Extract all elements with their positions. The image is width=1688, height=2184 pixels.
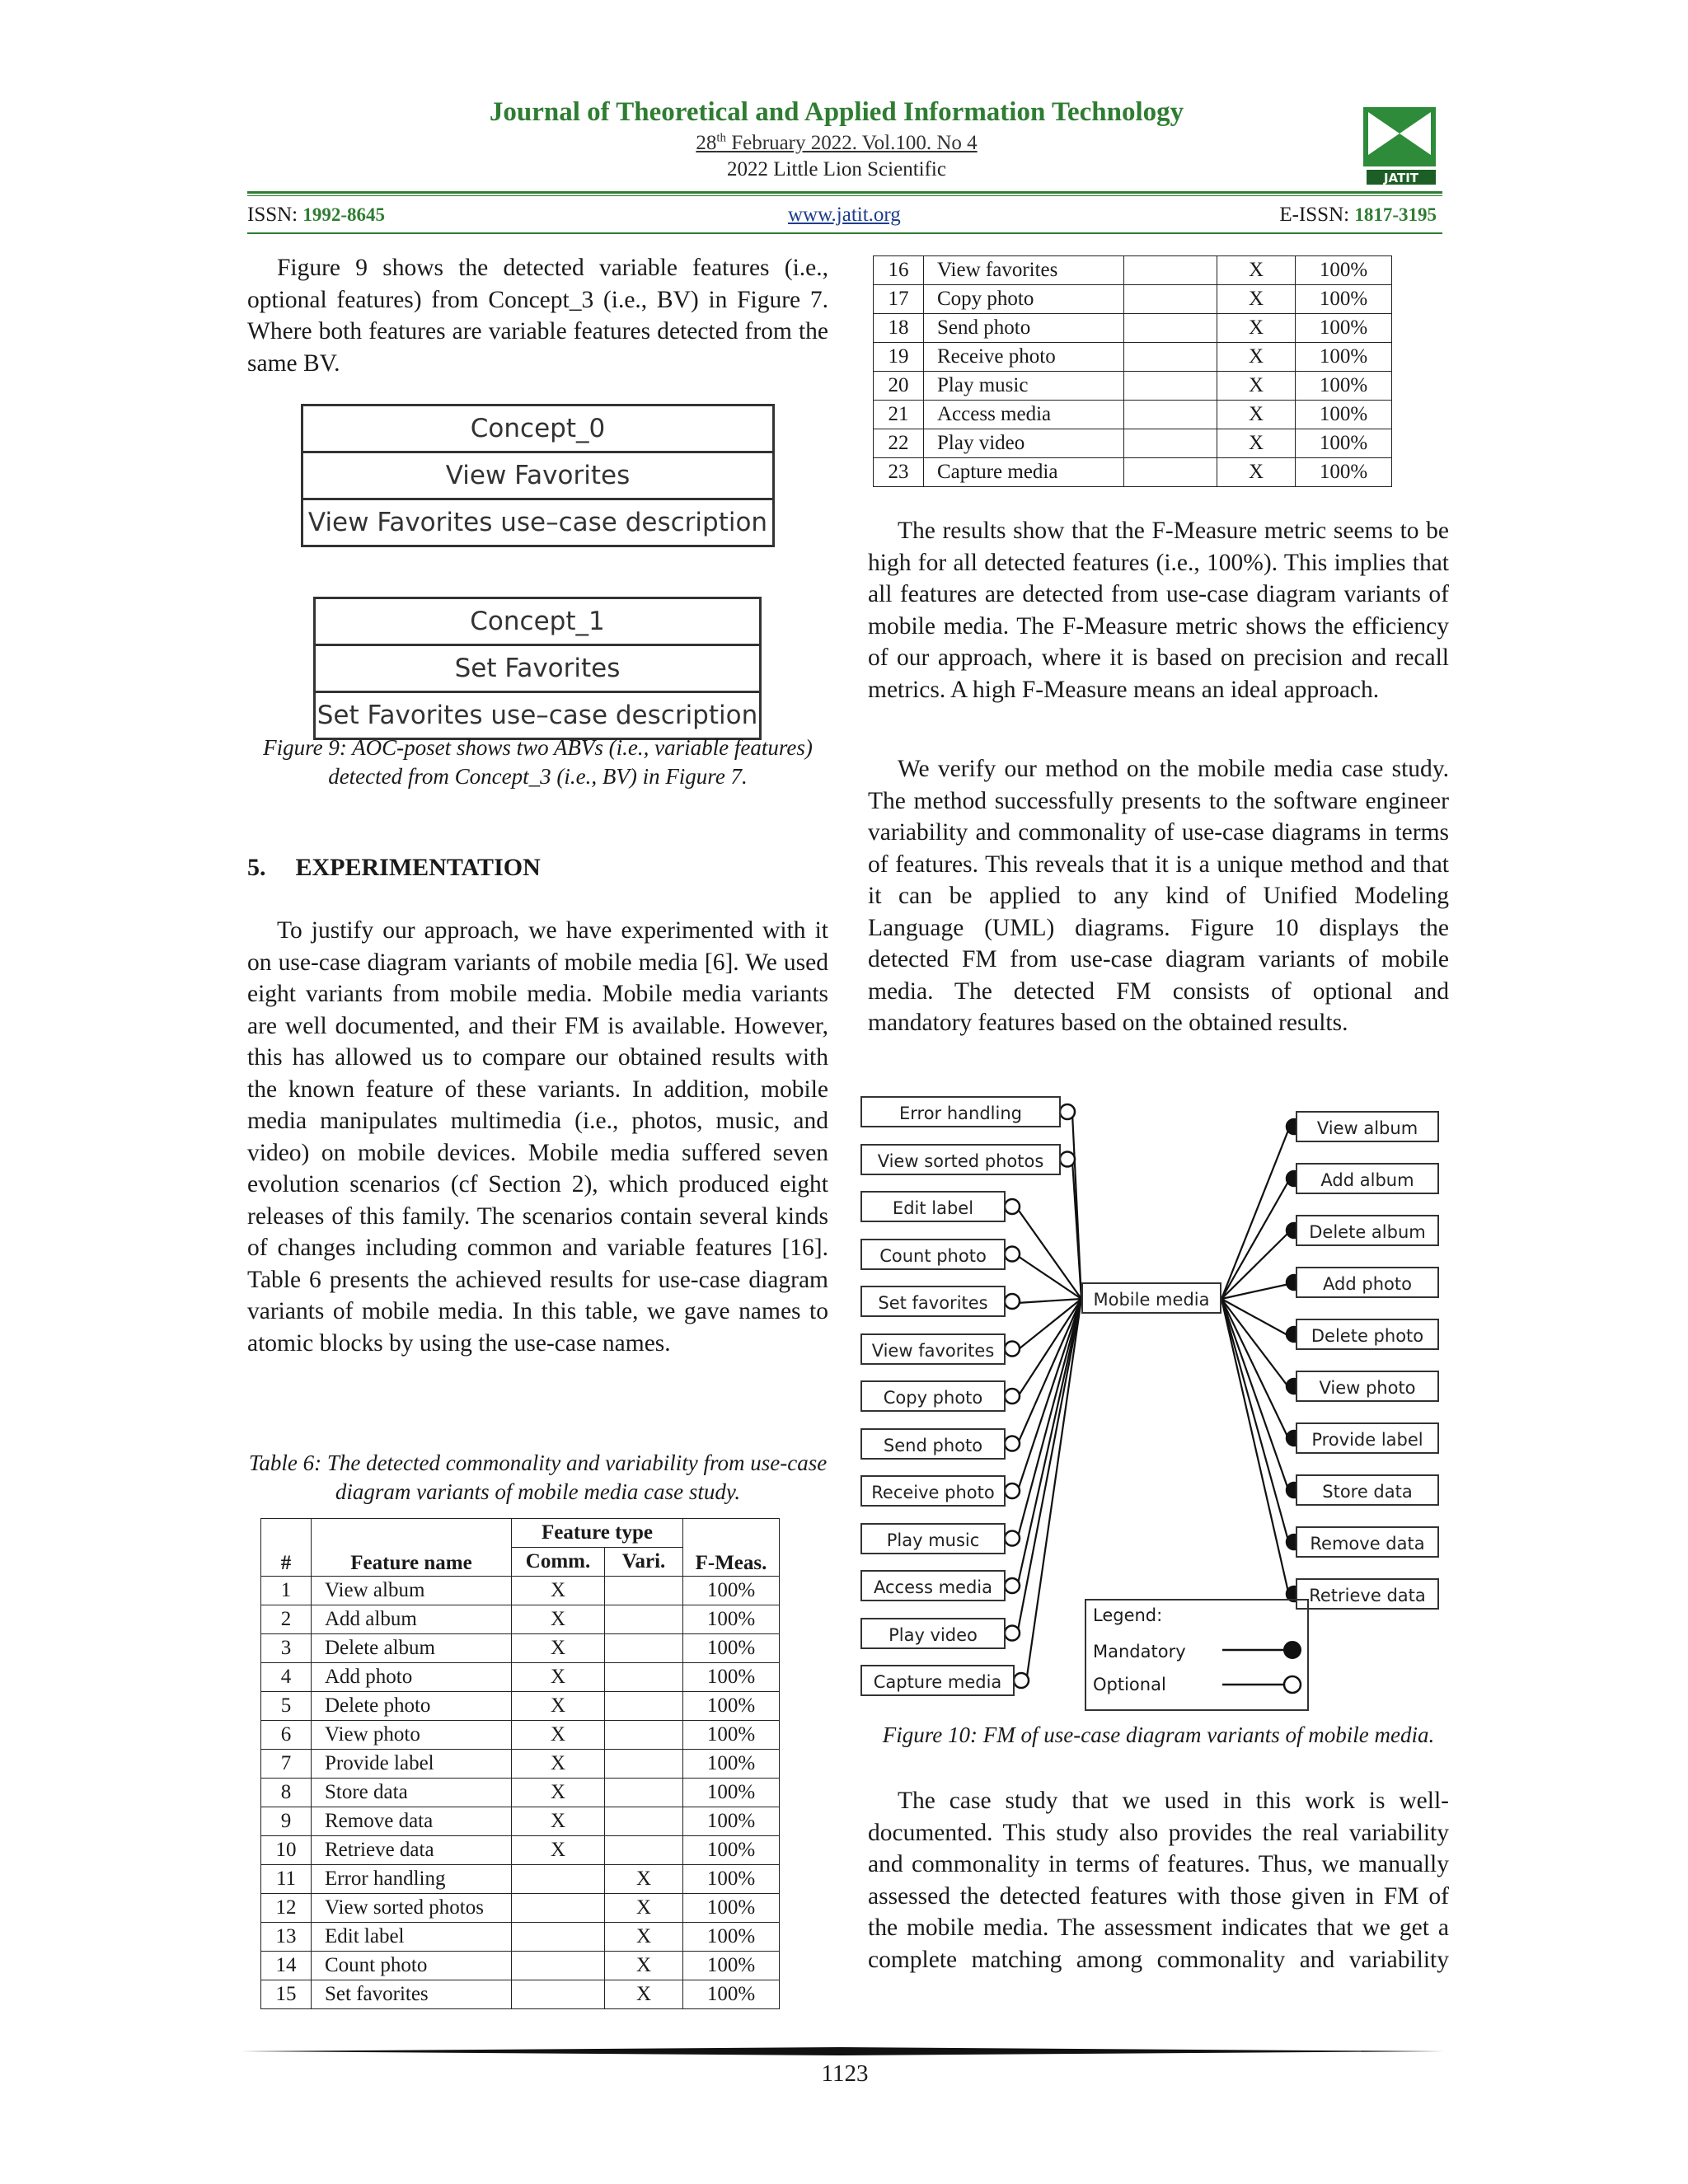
- row-number: 4: [261, 1663, 312, 1692]
- f-measure: 100%: [683, 1894, 780, 1923]
- row-number: 11: [261, 1865, 312, 1894]
- page-number: 1123: [821, 2060, 869, 2087]
- variability-mark: X: [1217, 372, 1296, 401]
- fm-root-mobile-media: Mobile media: [1081, 1282, 1221, 1314]
- concept-1-box: Concept_1 Set Favorites Set Favorites use–case description: [313, 597, 762, 740]
- commonality-mark: X: [512, 1807, 605, 1836]
- table-row: [874, 314, 1392, 343]
- commonality-mark: [512, 1923, 605, 1952]
- table-row: [261, 1692, 780, 1721]
- feature-name: View favorites: [924, 256, 1124, 285]
- commonality-mark: [1124, 256, 1217, 285]
- f-measure: 100%: [683, 1923, 780, 1952]
- f-measure: 100%: [1296, 343, 1392, 372]
- row-number: 20: [874, 372, 924, 401]
- fm-mandatory-feature: Add photo: [1296, 1267, 1439, 1298]
- feature-link: [1221, 1299, 1289, 1544]
- feature-name: Send photo: [924, 314, 1124, 343]
- commonality-mark: [1124, 429, 1217, 458]
- commonality-mark: X: [512, 1605, 605, 1634]
- f-measure: 100%: [683, 1692, 780, 1721]
- feature-link: [1221, 1128, 1289, 1299]
- feature-link: [1072, 1161, 1081, 1300]
- feature-name: Play music: [924, 372, 1124, 401]
- legend-mandatory: Mandatory: [1093, 1642, 1186, 1661]
- f-measure: 100%: [1296, 429, 1392, 458]
- fm-optional-feature: View favorites: [860, 1333, 1006, 1365]
- optional-marker: [1005, 1531, 1020, 1546]
- f-measure: 100%: [1296, 458, 1392, 487]
- feature-name: Edit label: [312, 1923, 512, 1952]
- row-number: 17: [874, 285, 924, 314]
- optional-marker: [1005, 1626, 1020, 1641]
- legend-mandatory-dot: [1284, 1642, 1301, 1658]
- row-number: 23: [874, 458, 924, 487]
- fm-optional-feature: Count photo: [860, 1239, 1006, 1270]
- fm-optional-feature: Edit label: [860, 1191, 1006, 1222]
- section-heading: 5. EXPERIMENTATION: [247, 854, 541, 881]
- feature-link: [1221, 1180, 1289, 1299]
- fm-optional-feature: Receive photo: [860, 1475, 1006, 1507]
- f-measure: 100%: [1296, 256, 1392, 285]
- table-row: [261, 1836, 780, 1865]
- f-measure: 100%: [683, 1663, 780, 1692]
- variability-mark: [605, 1836, 683, 1865]
- feature-name: Delete photo: [312, 1692, 512, 1721]
- row-number: 15: [261, 1980, 312, 2009]
- right-paragraph-2: We verify our method on the mobile media case study. The method successfully presents to the software engineer variability and commonality of use-case diagrams in terms of features. This reveals that it is a unique method and that it can be applied to any kind of Unified Modeling Language (UML) diagrams. Figure 10 displays the detected FM from use-case diagram variants of mobile media. The detected FM consists of optional and mandatory features based on the obtained results.: [868, 756, 1449, 1036]
- row-number: 6: [261, 1721, 312, 1750]
- fm-optional-feature: Play music: [860, 1523, 1006, 1554]
- fm-optional-feature: Capture media: [860, 1665, 1015, 1696]
- fm-mandatory-feature: Store data: [1296, 1474, 1439, 1506]
- feature-name: Count photo: [312, 1952, 512, 1980]
- jatit-logo: [1360, 104, 1442, 186]
- commonality-mark: [1124, 285, 1217, 314]
- variability-mark: [605, 1634, 683, 1663]
- fm-optional-feature: Access media: [860, 1570, 1006, 1601]
- feature-name: Retrieve data: [312, 1836, 512, 1865]
- f-measure: 100%: [683, 1750, 780, 1779]
- table-row: [874, 429, 1392, 458]
- header-rule: [247, 191, 1442, 194]
- variability-mark: [605, 1663, 683, 1692]
- f-measure: 100%: [1296, 285, 1392, 314]
- f-measure: 100%: [683, 1980, 780, 2009]
- fm-mandatory-feature: Retrieve data: [1296, 1578, 1439, 1610]
- row-number: 16: [874, 256, 924, 285]
- table-row: [261, 1807, 780, 1836]
- legend-title: Legend:: [1093, 1605, 1163, 1625]
- header-rule-thin: [247, 195, 1442, 196]
- commonality-mark: [1124, 343, 1217, 372]
- eissn: E-ISSN: 1817-3195: [1279, 204, 1437, 226]
- header-bottom-rule: [247, 232, 1442, 234]
- variability-mark: X: [1217, 314, 1296, 343]
- website-link[interactable]: www.jatit.org: [788, 204, 901, 226]
- feature-name: Play video: [924, 429, 1124, 458]
- row-number: 3: [261, 1634, 312, 1663]
- journal-title: Journal of Theoretical and Applied Information Technology: [489, 97, 1184, 127]
- table-row: [261, 1663, 780, 1692]
- optional-marker: [1005, 1247, 1020, 1262]
- commonality-mark: [1124, 401, 1217, 429]
- variability-mark: [605, 1750, 683, 1779]
- variability-mark: [605, 1692, 683, 1721]
- fm-mandatory-feature: View photo: [1296, 1371, 1439, 1402]
- variability-mark: [605, 1577, 683, 1605]
- left-paragraph-1: Figure 9 shows the detected variable features (i.e., optional features) from Concept_3 (i.e., BV) in Figure 7. Where both features are variable features detected from the same BV.: [247, 255, 828, 377]
- f-measure: 100%: [1296, 314, 1392, 343]
- variability-mark: X: [605, 1923, 683, 1952]
- figure-10-feature-model: [860, 1086, 1442, 1696]
- feature-link: [1221, 1232, 1289, 1299]
- fm-mandatory-feature: Delete photo: [1296, 1319, 1439, 1350]
- variability-mark: [605, 1721, 683, 1750]
- feature-name: Set favorites: [312, 1980, 512, 2009]
- variability-mark: [605, 1779, 683, 1807]
- feature-link: [1221, 1284, 1289, 1299]
- feature-table-part-1: # Feature name Feature type F-Meas. Comm. Vari. 1 View album X 100% 2 Add album X 100% 3 Delete album X 100% 4 Add photo X 100% 5 Delete photo X 100% 6 View photo X 100% 7 Provide label X 100% 8 Store data X 100% 9 Remove data X 100% 10 Retrieve data X 100% 11 Error handling X 100% 12 View sorted photos X 100% 13 Edit label X 100% 14 Count photo X 100% 15 Set favorites X 100%: [260, 1518, 780, 2009]
- optional-marker: [1005, 1342, 1020, 1357]
- feature-name: Store data: [312, 1779, 512, 1807]
- commonality-mark: [512, 1865, 605, 1894]
- table-row: [261, 1779, 780, 1807]
- feature-name: Provide label: [312, 1750, 512, 1779]
- row-number: 8: [261, 1779, 312, 1807]
- publisher: 2022 Little Lion Scientific: [727, 158, 946, 180]
- table-row: [874, 343, 1392, 372]
- feature-link: [1017, 1256, 1081, 1300]
- table-row: [261, 1923, 780, 1952]
- fm-optional-feature: Play video: [860, 1618, 1006, 1649]
- footer-rule: [241, 2047, 1444, 2055]
- issue-date: 28th February 2022. Vol.100. No 4: [696, 132, 978, 155]
- fm-optional-feature: Set favorites: [860, 1286, 1006, 1317]
- commonality-mark: X: [512, 1836, 605, 1865]
- variability-mark: X: [1217, 401, 1296, 429]
- fm-mandatory-feature: View album: [1296, 1111, 1439, 1142]
- legend-optional: Optional: [1093, 1675, 1166, 1694]
- feature-name: Remove data: [312, 1807, 512, 1836]
- issn: ISSN: 1992-8645: [247, 204, 386, 226]
- feature-link: [1017, 1208, 1081, 1299]
- variability-mark: X: [605, 1980, 683, 2009]
- variability-mark: [605, 1605, 683, 1634]
- fm-mandatory-feature: Add album: [1296, 1163, 1439, 1194]
- optional-marker: [1060, 1104, 1075, 1119]
- row-number: 12: [261, 1894, 312, 1923]
- concept-0-box: Concept_0 View Favorites View Favorites use–case description: [301, 404, 775, 547]
- optional-marker: [1005, 1436, 1020, 1451]
- optional-marker: [1005, 1578, 1020, 1593]
- f-measure: 100%: [1296, 372, 1392, 401]
- optional-marker: [1005, 1199, 1020, 1214]
- row-number: 14: [261, 1952, 312, 1980]
- fm-optional-feature: Error handling: [860, 1096, 1061, 1127]
- table-row: [261, 1750, 780, 1779]
- row-number: 19: [874, 343, 924, 372]
- commonality-mark: [512, 1980, 605, 2009]
- feature-name: View album: [312, 1577, 512, 1605]
- table-row: [874, 458, 1392, 487]
- variability-mark: [605, 1807, 683, 1836]
- row-number: 22: [874, 429, 924, 458]
- legend-symbols: [1214, 1633, 1305, 1708]
- fm-mandatory-feature: Remove data: [1296, 1526, 1439, 1558]
- f-measure: 100%: [683, 1577, 780, 1605]
- commonality-mark: X: [512, 1721, 605, 1750]
- variability-mark: X: [1217, 429, 1296, 458]
- fm-optional-feature: View sorted photos: [860, 1144, 1061, 1175]
- f-measure: 100%: [683, 1807, 780, 1836]
- f-measure: 100%: [683, 1836, 780, 1865]
- commonality-mark: X: [512, 1577, 605, 1605]
- table-row: [261, 1952, 780, 1980]
- feature-name: View sorted photos: [312, 1894, 512, 1923]
- feature-link: [1026, 1299, 1081, 1682]
- figure-10-caption: Figure 10: FM of use-case diagram variants of mobile media.: [882, 1722, 1435, 1747]
- variability-mark: X: [1217, 256, 1296, 285]
- optional-marker: [1060, 1152, 1075, 1167]
- optional-marker: [1005, 1389, 1020, 1404]
- commonality-mark: X: [512, 1634, 605, 1663]
- table-row: [874, 285, 1392, 314]
- commonality-mark: [1124, 458, 1217, 487]
- variability-mark: X: [605, 1952, 683, 1980]
- optional-marker: [1014, 1673, 1029, 1688]
- commonality-mark: [512, 1894, 605, 1923]
- table-row: [261, 1894, 780, 1923]
- fm-optional-feature: Copy photo: [860, 1380, 1006, 1412]
- f-measure: 100%: [1296, 401, 1392, 429]
- row-number: 13: [261, 1923, 312, 1952]
- variability-mark: X: [605, 1865, 683, 1894]
- f-measure: 100%: [683, 1952, 780, 1980]
- svg-text:JATIT: JATIT: [1383, 171, 1419, 185]
- fm-optional-feature: Send photo: [860, 1428, 1006, 1460]
- feature-link: [1017, 1299, 1081, 1540]
- row-number: 21: [874, 401, 924, 429]
- optional-marker: [1005, 1483, 1020, 1498]
- optional-marker: [1005, 1294, 1020, 1309]
- table-row: [261, 1980, 780, 2009]
- variability-mark: X: [1217, 285, 1296, 314]
- table-row: [874, 256, 1392, 285]
- f-measure: 100%: [683, 1634, 780, 1663]
- feature-link: [1017, 1299, 1081, 1303]
- figure-9-caption: Figure 9: AOC-poset shows two ABVs (i.e., variable features) detected from Concept_3 (i.e., BV) in Figure 7.: [263, 735, 813, 789]
- table-row: [261, 1721, 780, 1750]
- commonality-mark: X: [512, 1663, 605, 1692]
- table-row: [874, 401, 1392, 429]
- row-number: 9: [261, 1807, 312, 1836]
- f-measure: 100%: [683, 1865, 780, 1894]
- commonality-mark: [1124, 372, 1217, 401]
- table-row: [261, 1577, 780, 1605]
- row-number: 1: [261, 1577, 312, 1605]
- feature-table-part-2: [873, 255, 1392, 487]
- right-paragraph-3: The case study that we used in this work is well-documented. This study also provides the real variability and commonality in terms of features. Thus, we manually assessed the detected features with those given in FM of the mobile media. The assessment indicates that we get a complete matching among commonality and variability: [868, 1788, 1449, 1973]
- fm-mandatory-feature: Delete album: [1296, 1215, 1439, 1246]
- table-row: [261, 1634, 780, 1663]
- f-measure: 100%: [683, 1721, 780, 1750]
- feature-name: Capture media: [924, 458, 1124, 487]
- variability-mark: X: [1217, 458, 1296, 487]
- table-6-caption: Table 6: The detected commonality and variability from use-case diagram variants of mobile media case study.: [248, 1451, 828, 1504]
- feature-name: View photo: [312, 1721, 512, 1750]
- row-number: 10: [261, 1836, 312, 1865]
- variability-mark: X: [1217, 343, 1296, 372]
- table-row: [261, 1605, 780, 1634]
- feature-name: Add album: [312, 1605, 512, 1634]
- right-paragraph-1: The results show that the F-Measure metric seems to be high for all detected features (i.e., 100%). This implies that all features are detected from use-case diagram variants of mobile media. The F-Measure metric shows the efficiency of our approach, where it is based on precision and recall metrics. A high F-Measure means an ideal approach.: [868, 518, 1449, 703]
- figure-9: [301, 404, 775, 790]
- feature-name: Error handling: [312, 1865, 512, 1894]
- feature-name: Access media: [924, 401, 1124, 429]
- commonality-mark: X: [512, 1779, 605, 1807]
- legend-optional-dot: [1284, 1676, 1301, 1693]
- commonality-mark: X: [512, 1692, 605, 1721]
- row-number: 7: [261, 1750, 312, 1779]
- commonality-mark: [1124, 314, 1217, 343]
- row-number: 18: [874, 314, 924, 343]
- f-measure: 100%: [683, 1779, 780, 1807]
- feature-name: Add photo: [312, 1663, 512, 1692]
- commonality-mark: X: [512, 1750, 605, 1779]
- feature-name: Copy photo: [924, 285, 1124, 314]
- table-row: [874, 372, 1392, 401]
- feature-name: Delete album: [312, 1634, 512, 1663]
- table-row: [261, 1865, 780, 1894]
- feature-name: Receive photo: [924, 343, 1124, 372]
- variability-mark: X: [605, 1894, 683, 1923]
- commonality-mark: [512, 1952, 605, 1980]
- feature-link: [1221, 1299, 1289, 1492]
- legend: [1085, 1599, 1309, 1711]
- left-paragraph-2: To justify our approach, we have experimented with it on use-case diagram variants of mobile media [6]. We used eight variants from mobile media. Mobile media variants are well documented, and their FM is available. However, this has allowed us to compare our obtained results with the known feature of these variants. In addition, mobile media manipulates multimedia (i.e., photos, music, and video) on mobile devices. Mobile media suffered seven evolution scenarios (cf Section 2), which produced eight releases of this family. The scenarios contain several kinds of changes including common and variable features [16]. Table 6 presents the achieved results for use-case diagram variants of mobile media. In this table, we gave names to atomic blocks by using the use-case names.: [247, 917, 828, 1357]
- fm-mandatory-feature: Provide label: [1296, 1422, 1439, 1454]
- f-measure: 100%: [683, 1605, 780, 1634]
- row-number: 2: [261, 1605, 312, 1634]
- row-number: 5: [261, 1692, 312, 1721]
